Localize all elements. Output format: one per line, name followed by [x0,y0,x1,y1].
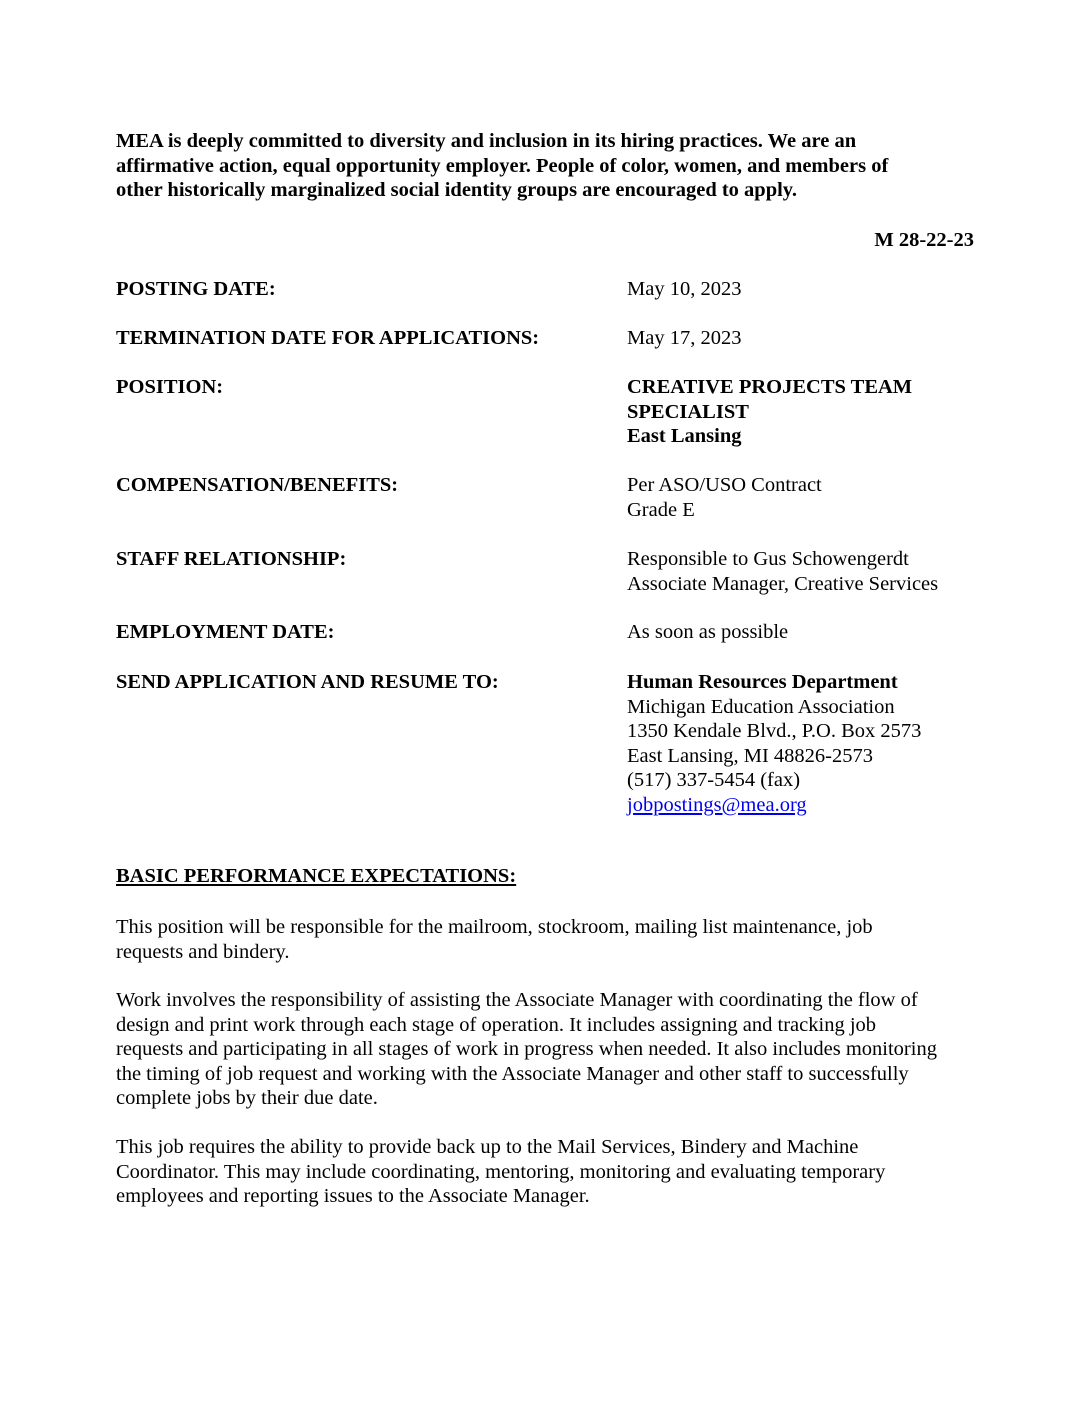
paragraph-line: employees and reporting issues to the Associate Manager. [116,1185,590,1207]
paragraph-line: complete jobs by their due date. [116,1087,378,1109]
supervisor-name: Responsible to Gus Schowengerdt [627,548,909,570]
paragraph-line: Coordinator. This may include coordinating, mentoring, monitoring and evaluating temporary [116,1160,886,1183]
posting-code: M 28-22-23 [874,229,974,251]
position-location: East Lansing [627,425,742,447]
compensation-grade: Grade E [627,498,695,521]
posting-date-value: May 10, 2023 [627,278,742,300]
send-application-label: SEND APPLICATION AND RESUME TO: [116,671,499,693]
position-title-line: CREATIVE PROJECTS TEAM [627,376,913,398]
paragraph-line: requests and participating in all stages of work in progress when needed. It also includes monitoring [116,1038,937,1060]
paragraph-line: Work involves the responsibility of assisting the Associate Manager with coordinating the flow of [116,989,918,1011]
expectations-paragraph-1 [116,915,976,964]
street-address: 1350 Kendale Blvd., P.O. Box 2573 [627,720,922,742]
diversity-statement [116,129,976,203]
paragraph-line: requests and bindery. [116,940,290,963]
expectations-heading: BASIC PERFORMANCE EXPECTATIONS: [116,865,517,887]
diversity-statement-line: affirmative action, equal opportunity employer. People of color, women, and members of [116,154,889,177]
supervisor-title: Associate Manager, Creative Services [627,572,939,595]
send-application-address [627,670,921,817]
paragraph-line: the timing of job request and working with the Associate Manager and other staff to successfully [116,1062,909,1085]
posting-date-label: POSTING DATE: [116,278,276,300]
organization-name: Michigan Education Association [627,695,895,718]
expectations-paragraph-3 [116,1135,976,1209]
position-value [627,375,912,449]
employment-date-label: EMPLOYMENT DATE: [116,621,335,643]
position-label: POSITION: [116,376,224,398]
city-state-zip: East Lansing, MI 48826-2573 [627,744,873,767]
compensation-label: COMPENSATION/BENEFITS: [116,474,399,496]
compensation-contract: Per ASO/USO Contract [627,474,822,496]
staff-relationship-label: STAFF RELATIONSHIP: [116,548,347,570]
paragraph-line: design and print work through each stage of operation. It includes assigning and tracking job [116,1013,877,1036]
employment-date-value: As soon as possible [627,621,789,643]
compensation-value [627,473,822,522]
expectations-paragraph-2 [116,988,976,1111]
termination-date-label: TERMINATION DATE FOR APPLICATIONS: [116,327,540,349]
diversity-statement-line: other historically marginalized social identity groups are encouraged to apply. [116,179,798,201]
email-link[interactable]: jobpostings@mea.org [627,793,807,816]
termination-date-value: May 17, 2023 [627,327,742,349]
position-title-line: SPECIALIST [627,400,749,423]
diversity-statement-line: MEA is deeply committed to diversity and inclusion in its hiring practices. We are an [116,130,857,152]
hr-department: Human Resources Department [627,671,898,693]
paragraph-line: This job requires the ability to provide back up to the Mail Services, Bindery and Machine [116,1136,859,1158]
fax-number: (517) 337-5454 (fax) [627,769,801,791]
staff-relationship-value [627,547,938,596]
paragraph-line: This position will be responsible for the mailroom, stockroom, mailing list maintenance, job [116,916,873,938]
